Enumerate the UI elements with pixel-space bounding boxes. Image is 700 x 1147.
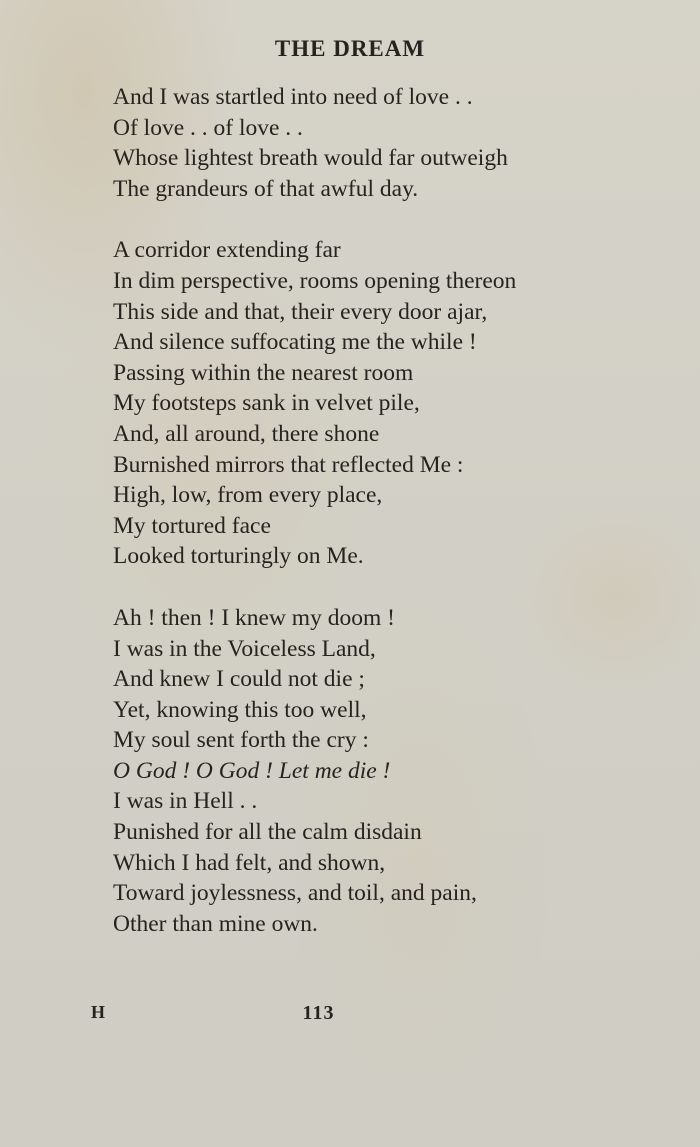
poem-line: And, all around, there shone: [113, 420, 380, 447]
stanza: [113, 82, 673, 204]
poem-line: I was in the Voiceless Land,: [113, 635, 376, 662]
poem-line: Passing within the nearest room: [113, 359, 414, 386]
poem-body: [113, 82, 673, 939]
running-title: THE DREAM: [274, 36, 426, 61]
poem-line: Which I had felt, and shown,: [113, 849, 386, 876]
poem-line: Whose lightest breath would far outweigh: [113, 145, 508, 172]
poem-line: This side and that, their every door ajar,: [113, 298, 488, 325]
poem-line: O God ! O God ! Let me die !: [113, 757, 391, 784]
poem-line: Yet, knowing this too well,: [113, 696, 367, 723]
poem-line: My tortured face: [113, 512, 271, 539]
poem-line: Burnished mirrors that reflected Me :: [113, 451, 464, 478]
signature-mark: H: [91, 1002, 106, 1022]
stanza: [113, 603, 673, 940]
poem-line: My footsteps sank in velvet pile,: [113, 390, 420, 417]
poem-line: And knew I could not die ;: [113, 666, 365, 693]
poem-line: And silence suffocating me the while !: [113, 329, 477, 356]
poem-line: The grandeurs of that awful day.: [113, 175, 419, 202]
poem-line: Toward joylessness, and toil, and pain,: [113, 880, 477, 907]
poem-line: Looked torturingly on Me.: [113, 543, 364, 570]
poem-line: A corridor extending far: [113, 237, 341, 264]
stanza: [113, 235, 673, 572]
poem-line: I was in Hell . .: [113, 788, 258, 815]
poem-line: Of love . . of love . .: [113, 114, 303, 141]
poem-line: And I was startled into need of love . .: [113, 84, 473, 110]
poem-line: Punished for all the calm disdain: [113, 819, 422, 846]
poem-line: My soul sent forth the cry :: [113, 727, 369, 754]
poem-line: High, low, from every place,: [113, 482, 383, 509]
poem-line: In dim perspective, rooms opening thereon: [113, 267, 517, 294]
poem-line: Ah ! then ! I knew my doom !: [113, 604, 395, 631]
poem-line: Other than mine own.: [113, 910, 318, 937]
page-number: 113: [302, 1002, 335, 1024]
